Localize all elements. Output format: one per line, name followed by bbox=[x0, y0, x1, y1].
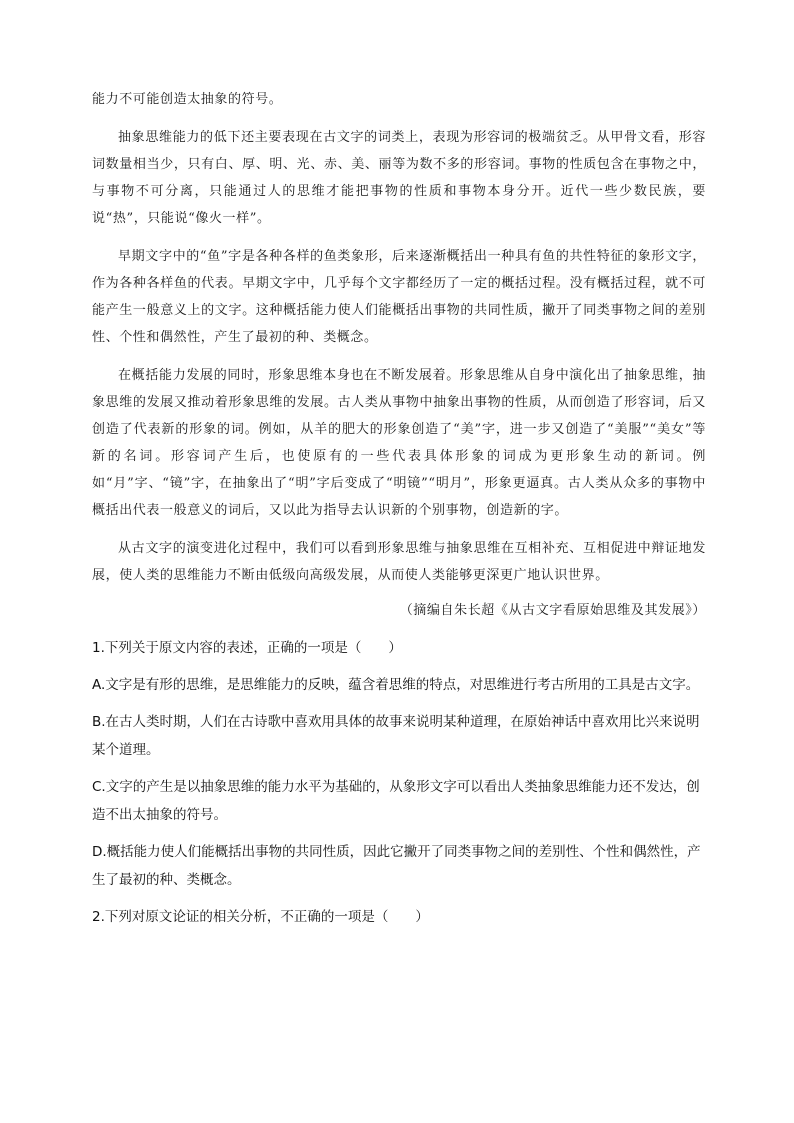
question-1-option-c: C.文字的产生是以抽象思维的能力水平为基础的，从象形文字可以看出人类抽象思维能力还不发达，创造不出太抽象的符号。 bbox=[92, 779, 700, 823]
document-page bbox=[92, 86, 706, 940]
question-1-option-d: D.概括能力使人们能概括出事物的共同性质，因此它撇开了同类事物之间的差别性、个性和偶然性，产生了最初的种、类概念。 bbox=[92, 844, 701, 888]
passage-paragraph-2: 早期文字中的“鱼”字是各种各样的鱼类象形，后来逐渐概括出一种具有鱼的共性特征的象形文字，作为各种各样鱼的代表。早期文字中，几乎每个文字都经历了一定的概括过程。没有概括过程，就不可能产生一般意义上的文字。这种概括能力使人们能概括出事物的共同性质，撇开了同类事物之间的差别性、个性和偶然性，产生了最初的种、类概念。 bbox=[92, 249, 706, 345]
question-2 bbox=[92, 903, 706, 931]
passage-paragraph-4: 从古文字的演变进化过程中，我们可以看到形象思维与抽象思维在互相补充、互相促进中辩证地发展，使人类的思维能力不断由低级向高级发展，从而使人类能够更深更广地认识世界。 bbox=[92, 541, 706, 583]
question-1-option-b: B.在古人类时期，人们在古诗歌中喜欢用具体的故事来说明某种道理，在原始神话中喜欢用比兴来说明某个道理。 bbox=[92, 714, 700, 758]
question-1-option-a: A.文字是有形的思维，是思维能力的反映，蕴含着思维的特点，对思维进行考古所用的工具是古文字。 bbox=[92, 677, 700, 693]
passage-paragraph-1: 抽象思维能力的低下还主要表现在古文字的词类上，表现为形容词的极端贫乏。从甲骨文看，形容词数量相当少，只有白、厚、明、光、赤、美、丽等为数不多的形容词。事物的性质包含在事物之中，与事物不可分离，只能通过人的思维才能把事物的性质和事物本身分开。近代一些少数民族，要说“热”，只能说“像火一样”。 bbox=[92, 130, 706, 226]
reading-passage bbox=[92, 86, 706, 624]
passage-paragraph-0: 能力不可能创造太抽象的符号。 bbox=[92, 92, 283, 107]
passage-paragraph-3: 在概括能力发展的同时，形象思维本身也在不断发展着。形象思维从自身中演化出了抽象思维，抽象思维的发展又推动着形象思维的发展。古人类从事物中抽象出事物的性质，从而创造了形容词，后又创造了代表新的形象的词。例如，从羊的肥大的形象创造了“美”字，进一步又创造了“美服”“美女”等新的名词。形容词产生后，也使原有的一些代表具体形象的词成为更形象生动的新词。例如“月”字、“镜”字，在抽象出了“明”字后变成了“明镜”“明月”，形象更逼真。古人类从众多的事物中概括出代表一般意义的词后，又以此为指导去认识新的个别事物，创造新的字。 bbox=[92, 368, 706, 518]
question-2-stem: 2.下列对原文论证的相关分析，不正确的一项是（ ） bbox=[92, 909, 429, 925]
source-citation: （摘编自朱长超《从古文字看原始思维及其发展》） bbox=[399, 603, 706, 618]
question-1 bbox=[92, 634, 706, 894]
question-1-stem: 1.下列关于原文内容的表述，正确的一项是（ ） bbox=[92, 640, 402, 656]
